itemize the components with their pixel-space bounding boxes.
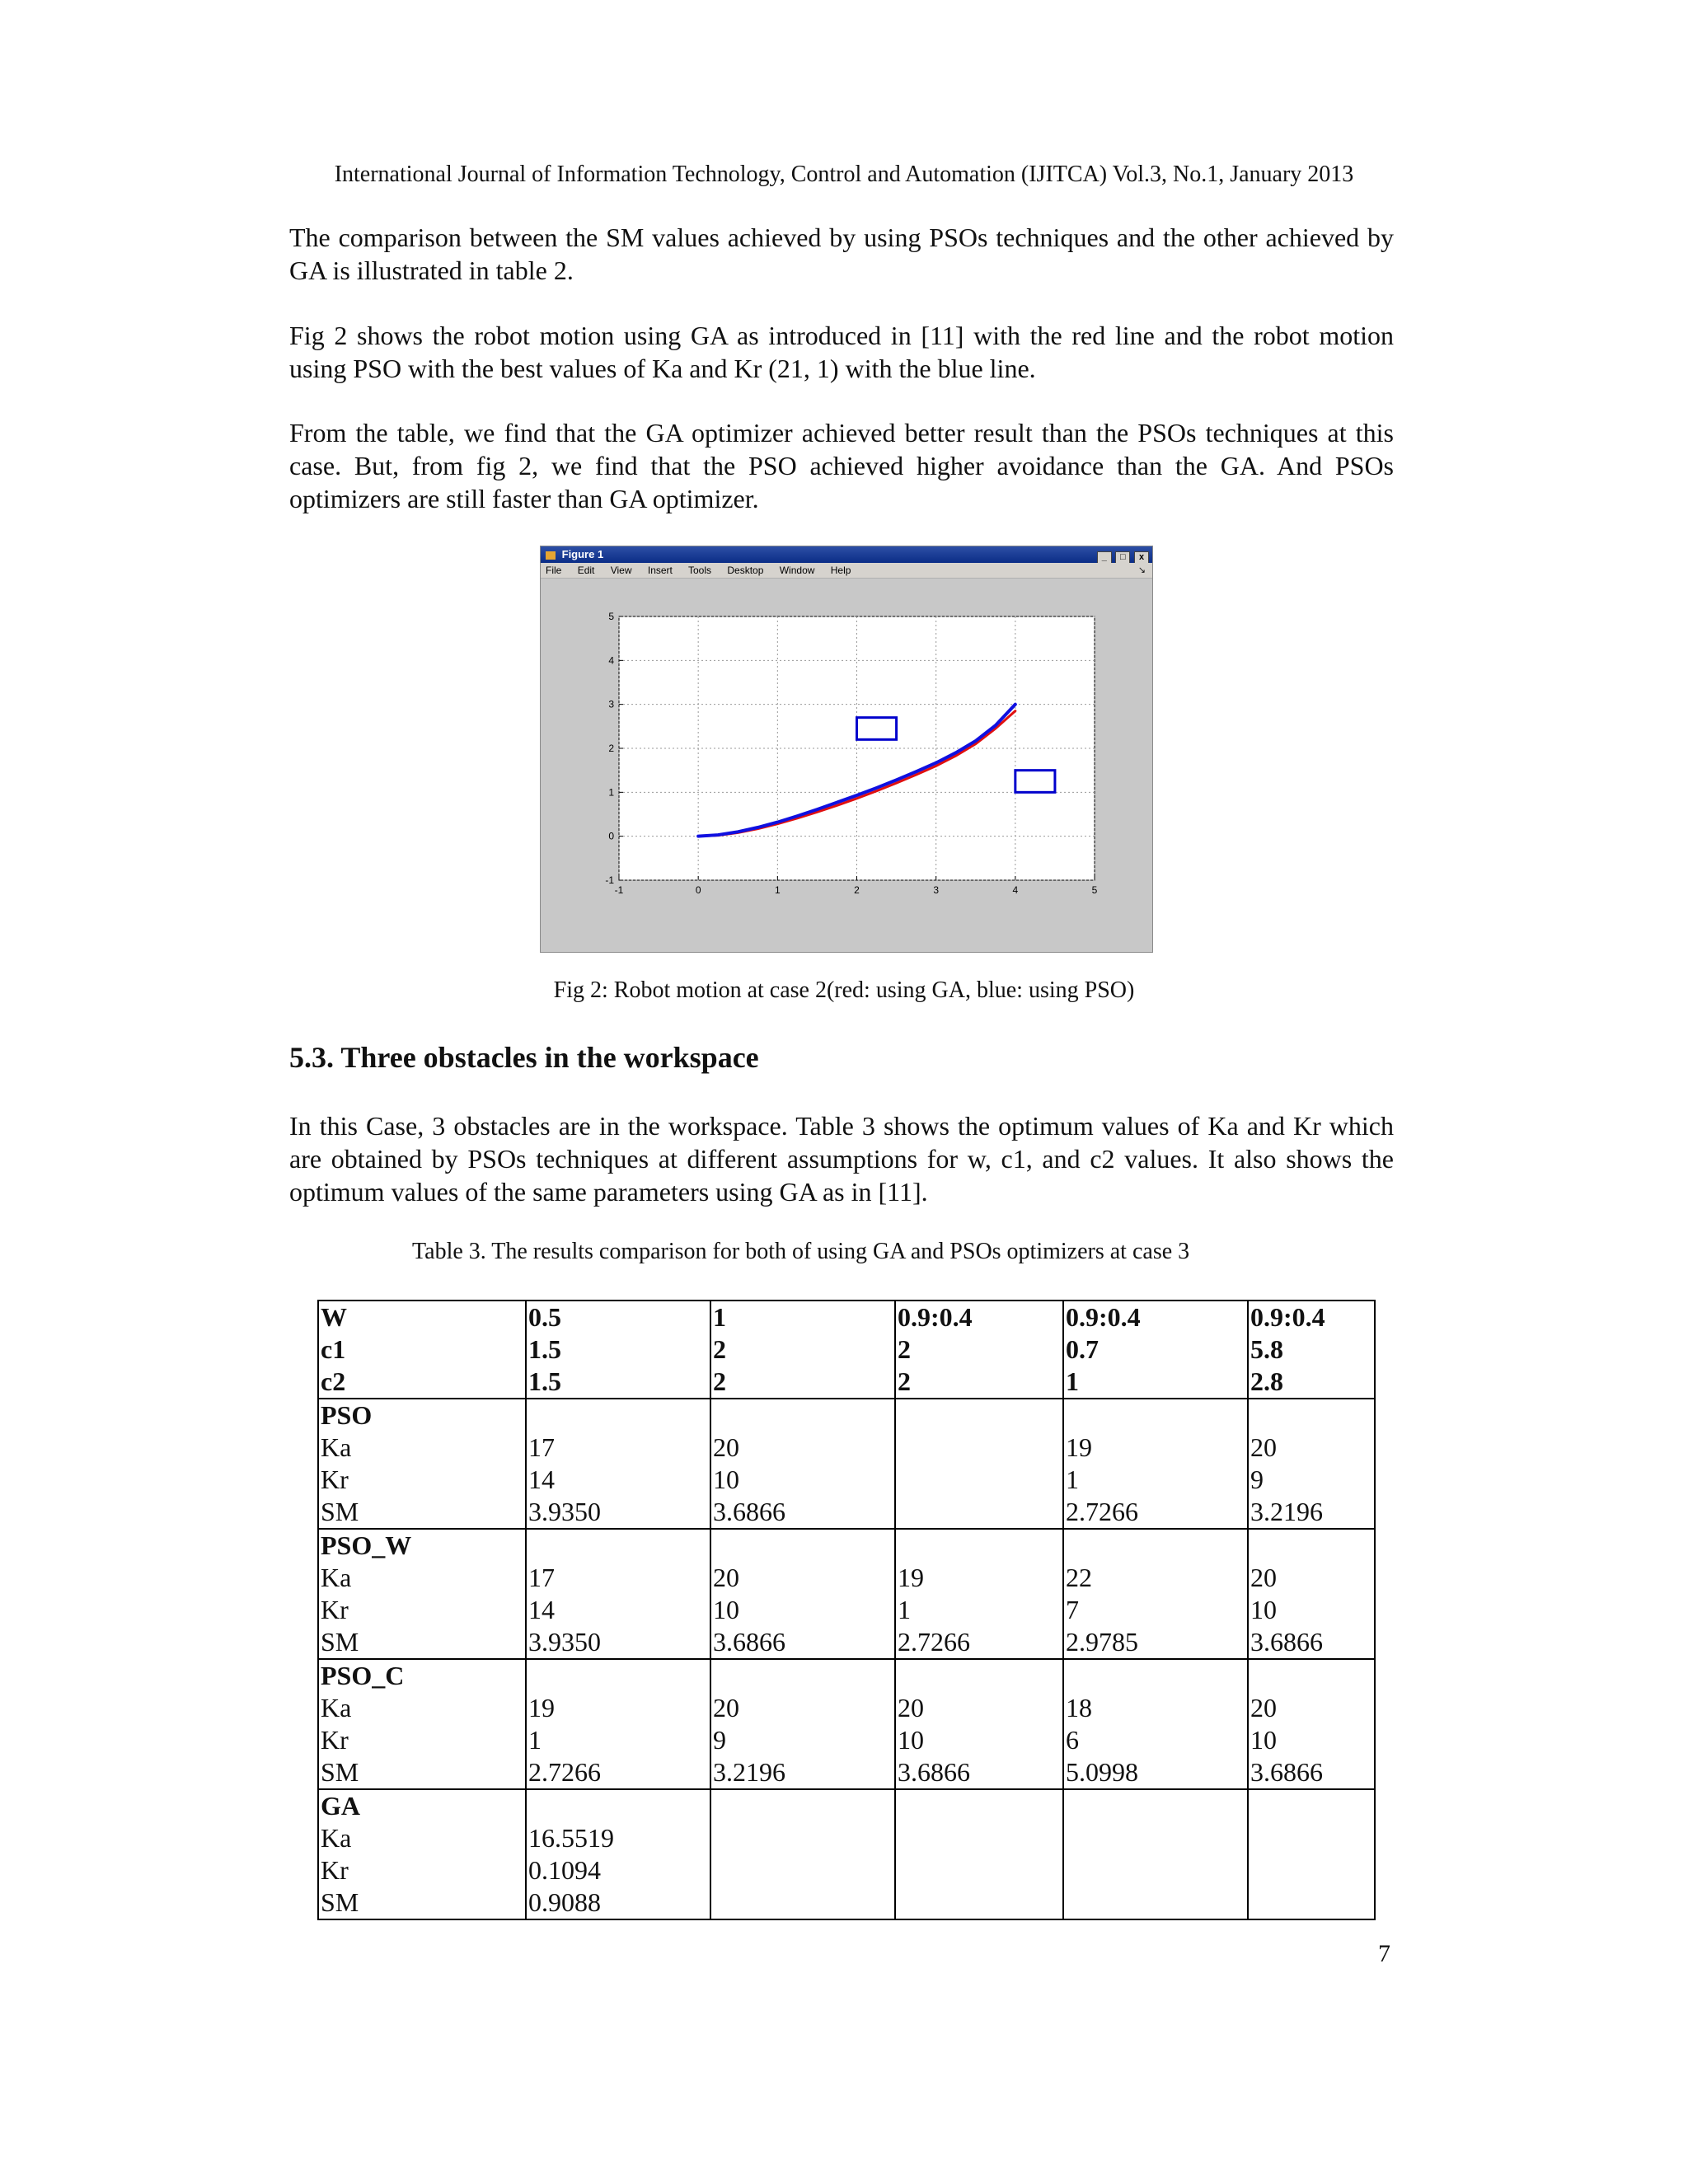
table-cell: 10 bbox=[1248, 1594, 1375, 1626]
table-cell: 14 bbox=[526, 1594, 710, 1626]
row-label: Kr bbox=[318, 1854, 526, 1886]
table-cell: 0.1094 bbox=[526, 1854, 710, 1886]
table-cell: 17 bbox=[526, 1432, 710, 1464]
table-cell: 20 bbox=[710, 1692, 895, 1724]
table-cell: 3.6866 bbox=[710, 1626, 895, 1659]
menu-edit[interactable]: Edit bbox=[577, 565, 595, 576]
table-caption: Table 3. The results comparison for both of using GA and PSOs optimizers at case 3 bbox=[412, 1239, 1190, 1264]
table-cell: 20 bbox=[895, 1692, 1063, 1724]
empty-cell bbox=[1063, 1399, 1248, 1432]
row-label: SM bbox=[318, 1626, 526, 1659]
table-cell: 3.6866 bbox=[895, 1756, 1063, 1789]
row-label: Kr bbox=[318, 1724, 526, 1756]
section-name: PSO_C bbox=[318, 1659, 526, 1692]
table-cell: 20 bbox=[710, 1432, 895, 1464]
param-label: c1 bbox=[318, 1333, 526, 1366]
x-tick-label: 5 bbox=[1091, 884, 1098, 896]
y-tick-label: 5 bbox=[608, 611, 614, 622]
minimize-button[interactable]: _ bbox=[1097, 551, 1112, 565]
empty-cell bbox=[1063, 1789, 1248, 1822]
menu-desktop[interactable]: Desktop bbox=[727, 565, 764, 576]
row-label: Ka bbox=[318, 1432, 526, 1464]
figure-caption: Fig 2: Robot motion at case 2(red: using GA, blue: using PSO) bbox=[553, 977, 1135, 1003]
table-row bbox=[318, 1594, 1375, 1626]
x-tick-label: 3 bbox=[933, 884, 940, 896]
table-cell: 3.6866 bbox=[1248, 1756, 1375, 1789]
table-row bbox=[318, 1432, 1375, 1464]
table-cell: 6 bbox=[1063, 1724, 1248, 1756]
table-cell: 10 bbox=[710, 1464, 895, 1496]
empty-cell bbox=[1248, 1399, 1375, 1432]
row-label: SM bbox=[318, 1496, 526, 1529]
param-value: 5.8 bbox=[1248, 1333, 1375, 1366]
row-label: Ka bbox=[318, 1562, 526, 1594]
empty-cell bbox=[526, 1399, 710, 1432]
table-cell bbox=[895, 1496, 1063, 1529]
table-cell: 1 bbox=[1063, 1464, 1248, 1496]
table-cell: 0.9088 bbox=[526, 1886, 710, 1919]
journal-header: International Journal of Information Technology, Control and Automation (IJITCA) Vol.3, No.1, January 2013 bbox=[334, 162, 1354, 187]
section-title-row bbox=[318, 1659, 1375, 1692]
table-cell: 18 bbox=[1063, 1692, 1248, 1724]
table-cell: 3.9350 bbox=[526, 1626, 710, 1659]
paragraph-fig2-description: Fig 2 shows the robot motion using GA as introduced in [11] with the red line and the robot motion using PSO with the best values of Ka and Kr (21, 1) with the blue line. bbox=[289, 321, 1394, 383]
menu-tools[interactable]: Tools bbox=[688, 565, 712, 576]
row-label: SM bbox=[318, 1886, 526, 1919]
table-cell: 2.7266 bbox=[526, 1756, 710, 1789]
menu-insert[interactable]: Insert bbox=[647, 565, 673, 576]
page-number: 7 bbox=[1378, 1940, 1390, 1967]
section-title-row bbox=[318, 1399, 1375, 1432]
y-tick-label: 4 bbox=[608, 654, 614, 667]
table-cell: 20 bbox=[710, 1562, 895, 1594]
table-cell: 1 bbox=[895, 1594, 1063, 1626]
table-cell: 3.6866 bbox=[710, 1496, 895, 1529]
paragraph-results-discussion: From the table, we find that the GA optimizer achieved better result than the PSOs techniques at this case. But, from fig 2, we find that the PSO achieved higher avoidance than the GA. And PSOs optimizers are still faster than GA optimizer. bbox=[289, 418, 1394, 513]
row-label: SM bbox=[318, 1756, 526, 1789]
param-value: 1 bbox=[710, 1301, 895, 1333]
table-cell: 19 bbox=[1063, 1432, 1248, 1464]
row-label: Kr bbox=[318, 1594, 526, 1626]
table-row bbox=[318, 1496, 1375, 1529]
table-cell: 2.7266 bbox=[895, 1626, 1063, 1659]
table-cell bbox=[895, 1822, 1063, 1854]
table-cell: 20 bbox=[1248, 1562, 1375, 1594]
row-label: Kr bbox=[318, 1464, 526, 1496]
table-header-row bbox=[318, 1366, 1375, 1399]
param-value: 2 bbox=[710, 1333, 895, 1366]
table-cell: 9 bbox=[1248, 1464, 1375, 1496]
table-cell: 10 bbox=[1248, 1724, 1375, 1756]
menu-window[interactable]: Window bbox=[779, 565, 815, 576]
param-value: 2 bbox=[710, 1366, 895, 1399]
row-label: Ka bbox=[318, 1692, 526, 1724]
table-cell bbox=[1248, 1854, 1375, 1886]
table-cell: 10 bbox=[710, 1594, 895, 1626]
empty-cell bbox=[895, 1529, 1063, 1562]
table-cell bbox=[710, 1886, 895, 1919]
table-cell: 2.7266 bbox=[1063, 1496, 1248, 1529]
results-table bbox=[317, 1300, 1376, 1920]
empty-cell bbox=[526, 1789, 710, 1822]
empty-cell bbox=[526, 1659, 710, 1692]
table-cell: 19 bbox=[526, 1692, 710, 1724]
section-title-row bbox=[318, 1789, 1375, 1822]
table-row bbox=[318, 1724, 1375, 1756]
figure-menubar bbox=[541, 563, 1152, 579]
close-button[interactable]: x bbox=[1134, 551, 1149, 565]
x-tick-label: -1 bbox=[614, 884, 624, 896]
x-tick-label: 1 bbox=[774, 884, 781, 896]
empty-cell bbox=[710, 1659, 895, 1692]
table-cell: 20 bbox=[1248, 1692, 1375, 1724]
param-value: 0.9:0.4 bbox=[895, 1301, 1063, 1333]
y-tick-label: 0 bbox=[608, 830, 614, 842]
matlab-figure-window bbox=[540, 546, 1153, 953]
param-value: 0.9:0.4 bbox=[1063, 1301, 1248, 1333]
table-cell bbox=[1248, 1822, 1375, 1854]
empty-cell bbox=[710, 1399, 895, 1432]
param-value: 0.9:0.4 bbox=[1248, 1301, 1375, 1333]
table-row bbox=[318, 1562, 1375, 1594]
table-cell: 5.0998 bbox=[1063, 1756, 1248, 1789]
robot-motion-plot bbox=[541, 579, 1152, 952]
table-row bbox=[318, 1822, 1375, 1854]
param-value: 2.8 bbox=[1248, 1366, 1375, 1399]
menu-view[interactable]: View bbox=[610, 565, 632, 576]
table-cell: 3.2196 bbox=[1248, 1496, 1375, 1529]
table-cell bbox=[1063, 1854, 1248, 1886]
paragraph-table2-comparison: The comparison between the SM values achieved by using PSOs techniques and the other achieved by GA is illustrated in table 2. bbox=[289, 223, 1394, 285]
table-cell: 10 bbox=[895, 1724, 1063, 1756]
table-row bbox=[318, 1626, 1375, 1659]
y-tick-label: 1 bbox=[608, 786, 614, 799]
table-cell: 2.9785 bbox=[1063, 1626, 1248, 1659]
x-tick-label: 4 bbox=[1012, 884, 1019, 896]
figure-title: Figure 1 bbox=[561, 548, 604, 560]
y-tick-label: -1 bbox=[605, 874, 614, 886]
section-name: PSO bbox=[318, 1399, 526, 1432]
table-cell: 19 bbox=[895, 1562, 1063, 1594]
table-cell: 17 bbox=[526, 1562, 710, 1594]
empty-cell bbox=[1248, 1529, 1375, 1562]
menu-file[interactable]: File bbox=[546, 565, 562, 576]
table-cell: 1 bbox=[526, 1724, 710, 1756]
table-cell: 20 bbox=[1248, 1432, 1375, 1464]
paragraph-section-5-3: In this Case, 3 obstacles are in the workspace. Table 3 shows the optimum values of Ka and Kr which are obtained by PSOs techniques at different assumptions for w, c1, and c2 values. It also shows the optimum values of the same parameters using GA as in [11]. bbox=[289, 1111, 1394, 1207]
table-cell bbox=[895, 1854, 1063, 1886]
table-header-row bbox=[318, 1333, 1375, 1366]
table-cell bbox=[1063, 1886, 1248, 1919]
param-value: 1.5 bbox=[526, 1333, 710, 1366]
section-name: PSO_W bbox=[318, 1529, 526, 1562]
empty-cell bbox=[895, 1399, 1063, 1432]
table-cell: 22 bbox=[1063, 1562, 1248, 1594]
empty-cell bbox=[526, 1529, 710, 1562]
param-label: W bbox=[318, 1301, 526, 1333]
param-value: 1.5 bbox=[526, 1366, 710, 1399]
param-value: 2 bbox=[895, 1333, 1063, 1366]
empty-cell bbox=[1063, 1659, 1248, 1692]
param-label: c2 bbox=[318, 1366, 526, 1399]
empty-cell bbox=[1248, 1789, 1375, 1822]
table-row bbox=[318, 1886, 1375, 1919]
table-row bbox=[318, 1756, 1375, 1789]
empty-cell bbox=[710, 1529, 895, 1562]
empty-cell bbox=[1063, 1529, 1248, 1562]
table-cell: 9 bbox=[710, 1724, 895, 1756]
matlab-figure-icon bbox=[546, 551, 556, 560]
table-cell bbox=[895, 1886, 1063, 1919]
section-title-row bbox=[318, 1529, 1375, 1562]
param-value: 2 bbox=[895, 1366, 1063, 1399]
param-value: 0.5 bbox=[526, 1301, 710, 1333]
table-row bbox=[318, 1464, 1375, 1496]
table-cell: 7 bbox=[1063, 1594, 1248, 1626]
section-heading: 5.3. Three obstacles in the workspace bbox=[289, 1041, 759, 1074]
table-cell bbox=[895, 1464, 1063, 1496]
table-header-row bbox=[318, 1301, 1375, 1333]
empty-cell bbox=[710, 1789, 895, 1822]
table-cell: 14 bbox=[526, 1464, 710, 1496]
table-cell bbox=[895, 1432, 1063, 1464]
table-cell bbox=[710, 1822, 895, 1854]
table-cell: 3.9350 bbox=[526, 1496, 710, 1529]
table-row bbox=[318, 1854, 1375, 1886]
maximize-button[interactable]: □ bbox=[1115, 551, 1130, 565]
table-cell bbox=[1063, 1822, 1248, 1854]
section-name: GA bbox=[318, 1789, 526, 1822]
menu-help[interactable]: Help bbox=[830, 565, 851, 576]
table-cell bbox=[710, 1854, 895, 1886]
table-cell: 3.2196 bbox=[710, 1756, 895, 1789]
x-tick-label: 2 bbox=[854, 884, 860, 896]
table-cell: 3.6866 bbox=[1248, 1626, 1375, 1659]
empty-cell bbox=[1248, 1659, 1375, 1692]
y-tick-label: 3 bbox=[608, 698, 614, 710]
y-tick-label: 2 bbox=[608, 743, 614, 754]
param-value: 0.7 bbox=[1063, 1333, 1248, 1366]
row-label: Ka bbox=[318, 1822, 526, 1854]
table-cell: 16.5519 bbox=[526, 1822, 710, 1854]
table-cell bbox=[1248, 1886, 1375, 1919]
figure-titlebar bbox=[541, 546, 1152, 563]
param-value: 1 bbox=[1063, 1366, 1248, 1399]
dock-arrow-icon[interactable]: ↘ bbox=[1137, 565, 1146, 575]
empty-cell bbox=[895, 1659, 1063, 1692]
table-row bbox=[318, 1692, 1375, 1724]
empty-cell bbox=[895, 1789, 1063, 1822]
x-tick-label: 0 bbox=[695, 884, 701, 896]
